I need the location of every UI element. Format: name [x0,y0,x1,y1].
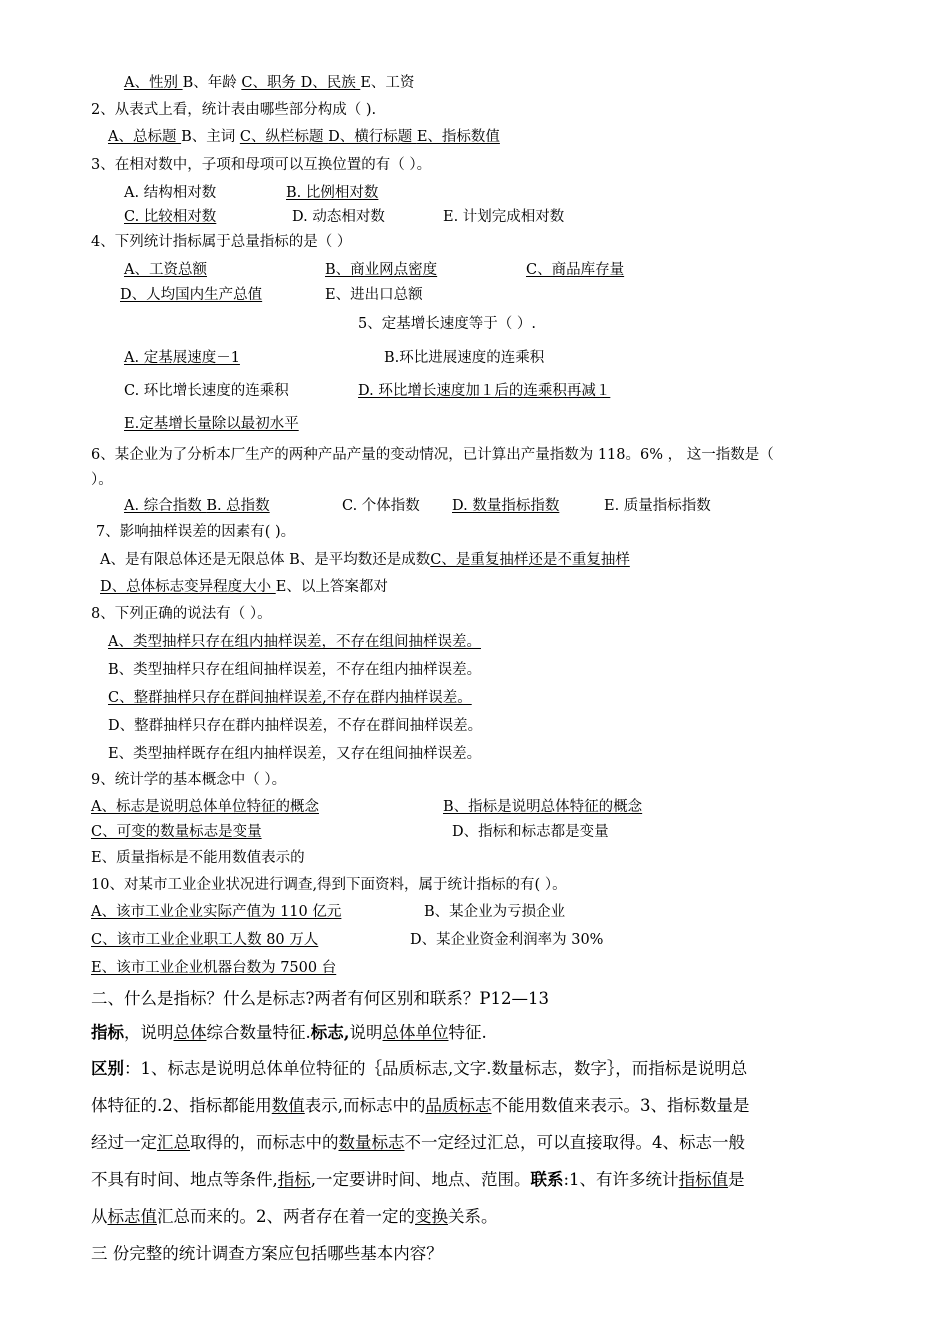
section-3-heading: 三 份完整的统计调查方案应包括哪些基本内容？ [91,1244,443,1263]
difference-line-3 [91,1132,745,1154]
q3-stem: 3、在相对数中，子项和母项可以互换位置的有（ ）。 [91,157,432,173]
diff-underline-3b: 数量标志 [338,1133,405,1152]
difference-line-4 [91,1169,745,1191]
q4-option-c: C、商品库存量 [526,262,625,278]
q9-option-e: E、质量指标是不能用数值表示的 [91,850,305,866]
diff-text-3a: 经过一定 [91,1133,157,1152]
q3-option-d: D. 动态相对数 [292,209,385,225]
diff-underline-2b: 品质标志 [425,1096,492,1115]
q6-option-b: B. 总指数 [206,498,270,514]
q7-stem: 7、影响抽样误差的因素有( )。 [96,524,296,540]
diff-text-5c: 关系。 [448,1207,498,1226]
def-underline-1: 总体 [173,1023,207,1042]
q4-option-e: E、进出口总额 [325,287,423,303]
q7-options-line2 [100,578,388,596]
q1-option-d: D、民族 [300,75,361,91]
diff-underline-4b: 指标值 [678,1170,729,1189]
q4-stem: 4、下列统计指标属于总量指标的是（ ） [91,234,352,250]
q3-option-e: E. 计划完成相对数 [443,209,565,225]
q3-option-b: B. 比例相对数 [286,185,379,201]
q5-option-c: C. 环比增长速度的连乘积 [124,383,289,399]
q8-option-b: B、类型抽样只存在组间抽样误差，不存在组内抽样误差。 [108,662,482,678]
q6-option-c: C. 个体指数 [342,498,420,514]
difference-line-5 [91,1206,498,1228]
q7-option-d: D、总体标志变异程度大小 [100,579,276,595]
term-mark: 标志, [310,1023,350,1042]
q1-option-b: B、年龄 [182,75,242,91]
diff-text-4a: 不具有时间、地点等条件, [91,1170,278,1189]
q9-option-d: D、指标和标志都是变量 [452,824,609,840]
q7-options-line1 [100,551,630,569]
section-2-heading: 二、什么是指标？什么是标志?两者有何区别和联系？P12—13 [91,989,549,1008]
diff-text-2a: 体特征的.2、指标都能用 [91,1096,272,1115]
diff-underline-3a: 汇总 [157,1133,190,1152]
q10-option-e: E、该市工业企业机器台数为 7500 台 [91,960,337,976]
q6-option-e: E. 质量指标指数 [604,498,711,514]
q2-option-b: B、主词 [181,129,240,145]
diff-text-4d: 是 [728,1170,745,1189]
q10-option-d: D、某企业资金利润率为 30% [410,932,604,948]
q7-option-e: E、以上答案都对 [275,579,388,595]
q6-option-d: D. 数量指标指数 [452,498,560,514]
q10-option-b: B、某企业为亏损企业 [424,904,566,920]
def-text-2: 综合数量特征. [206,1023,311,1042]
term-relation: 联系 [530,1170,564,1189]
q7-option-ab: A、是有限总体还是无限总体 B、是平均数还是成数 [100,552,431,568]
q2-option-c: C、纵栏标题 [239,129,329,145]
q5-stem: 5、定基增长速度等于（ ）. [358,316,536,332]
diff-text-5a: 从 [91,1207,108,1226]
q10-option-a: A、该市工业企业实际产值为 110 亿元 [91,904,342,920]
q4-option-d: D、人均国内生产总值 [120,287,263,303]
q6-stem-line1: 6、某企业为了分析本厂生产的两种产品产量的变动情况，已计算出产量指数为 118。6% ， 这一指数是（ [91,447,774,463]
q4-option-b: B、商业网点密度 [325,262,438,278]
q2-option-d: D、横行标题 [328,129,417,145]
q8-option-e: E、类型抽样既存在组内抽样误差，又存在组间抽样误差。 [108,746,482,762]
difference-line-2 [91,1095,750,1117]
def-text-3: 说明 [349,1023,383,1042]
diff-underline-2a: 数值 [271,1096,305,1115]
q10-option-c: C、该市工业企业职工人数 80 万人 [91,932,319,948]
q6-stem-line2: ）。 [91,472,113,488]
diff-text-3c: 不一定经过汇总，可以直接取得。4、标志一般 [404,1133,745,1152]
q9-option-c: C、可变的数量标志是变量 [91,824,262,840]
q8-stem: 8、下列正确的说法有（ ）。 [91,606,272,622]
diff-text-4c: :1、有许多统计 [563,1170,679,1189]
q8-option-d: D、整群抽样只存在群内抽样误差，不存在群间抽样误差。 [108,718,483,734]
diff-text-1: ：1、标志是说明总体单位特征的｛品质标志,文字.数量标志，数字｝，而指标是说明总 [124,1059,748,1078]
q9-option-b: B、指标是说明总体特征的概念 [443,799,643,815]
q8-option-c: C、整群抽样只存在群间抽样误差,不存在群内抽样误差。 [108,690,472,706]
diff-underline-5a: 标志值 [107,1207,157,1226]
def-text-4: 特征. [448,1023,487,1042]
diff-text-4b: ,一定要讲时间、地点、范围。 [310,1170,531,1189]
q9-stem: 9、统计学的基本概念中（ ）。 [91,772,287,788]
diff-underline-5b: 变换 [415,1207,448,1226]
section-2-definition [91,1022,487,1044]
diff-text-3b: 取得的，而标志中的 [190,1133,339,1152]
q3-option-c: C. 比较相对数 [124,209,217,225]
diff-text-5b: 汇总而来的。2、两者存在着一定的 [157,1207,415,1226]
def-underline-2: 总体单位 [382,1023,449,1042]
diff-text-2b: 表示,而标志中的 [304,1096,426,1115]
q4-option-a: A、工资总额 [124,262,207,278]
q6-option-a: A. 综合指数 [124,498,207,514]
q2-option-e: E、指标数值 [416,129,500,145]
q8-option-a: A、类型抽样只存在组内抽样误差，不存在组间抽样误差。 [108,634,481,650]
q2-options [108,128,500,146]
q5-option-d: D. 环比增长速度加１后的连乘积再减１ [358,383,611,399]
q1-option-c: C、职务 [241,75,301,91]
q5-option-e: E.定基增长量除以最初水平 [124,416,299,432]
diff-text-2c: 不能用数值来表示。3、指标数量是 [491,1096,750,1115]
term-difference: 区别 [91,1059,124,1078]
q10-stem: 10、对某市工业企业状况进行调查,得到下面资料，属于统计指标的有( ）。 [91,877,567,893]
q3-option-a: A. 结构相对数 [124,185,217,201]
q1-option-a: A、性别 [124,75,183,91]
term-indicator: 指标 [91,1023,124,1042]
q6-options [124,497,270,515]
def-text-1: ，说明 [124,1023,174,1042]
q2-option-a: A、总标题 [108,129,182,145]
q1-option-e: E、工资 [360,75,415,91]
q2-stem: 2、从表式上看，统计表由哪些部分构成（ ). [91,102,377,118]
diff-underline-4a: 指标 [277,1170,311,1189]
q9-option-a: A、标志是说明总体单位特征的概念 [91,799,319,815]
q5-option-b: B.环比进展速度的连乘积 [384,350,545,366]
q1-options [124,74,414,92]
difference-line-1 [91,1058,747,1080]
q5-option-a: A. 定基展速度－1 [124,350,240,366]
q7-option-c: C、是重复抽样还是不重复抽样 [430,552,630,568]
